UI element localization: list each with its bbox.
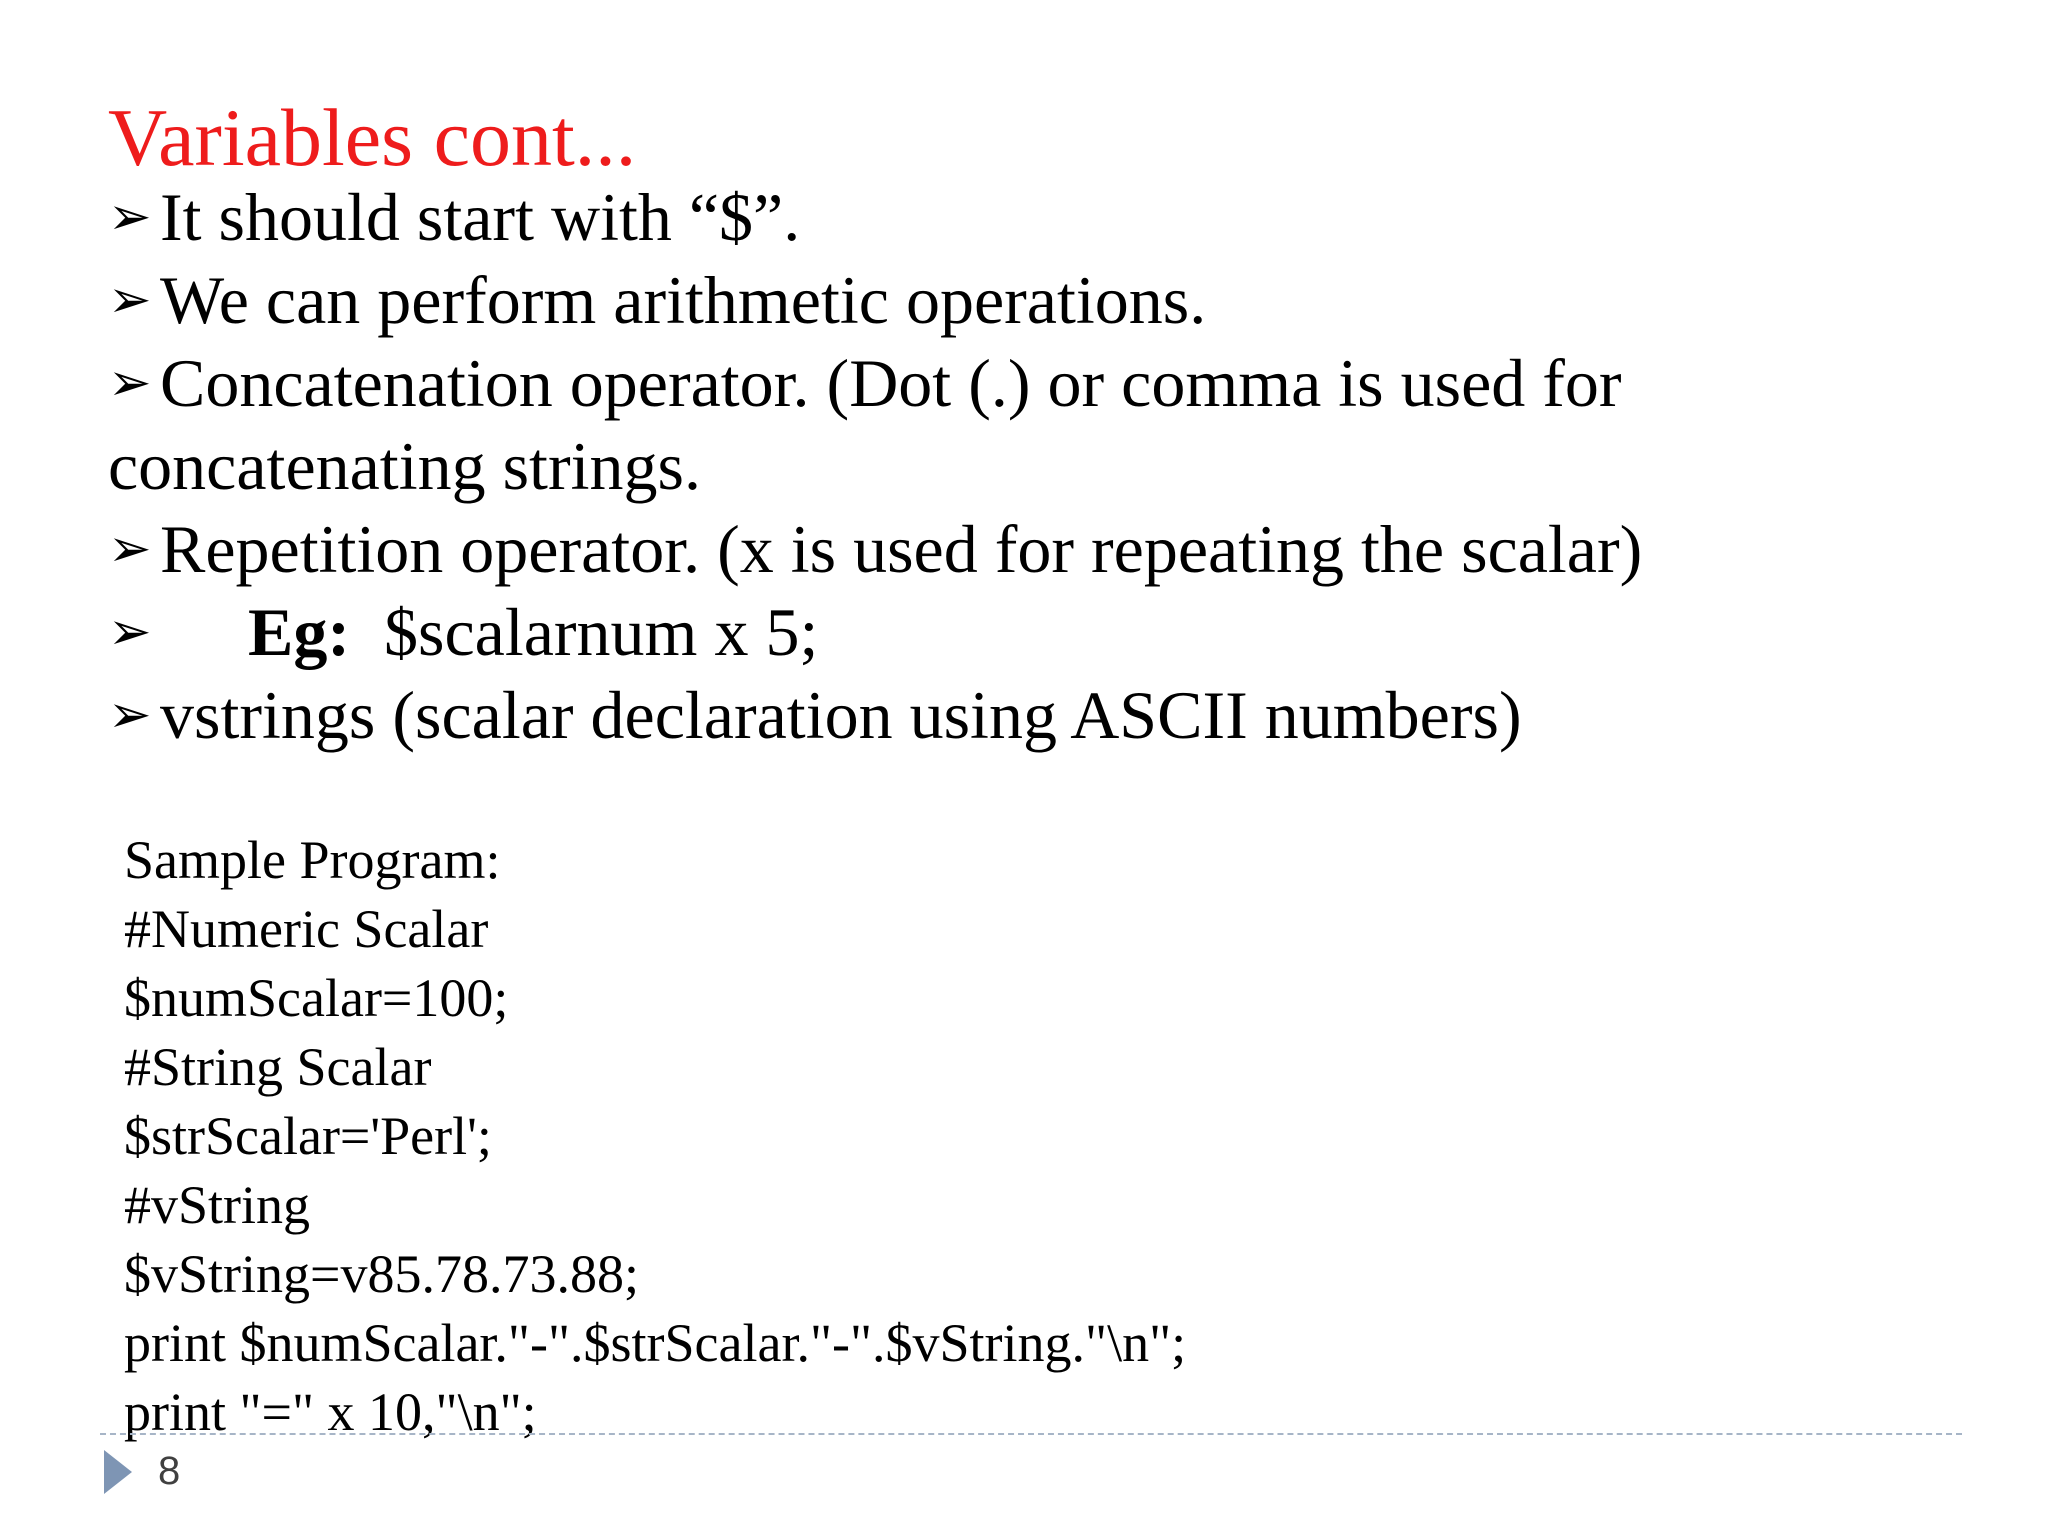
bullet-item — [108, 674, 2008, 757]
code-line: $vString=v85.78.73.88; — [124, 1244, 639, 1304]
bullet-item — [108, 176, 2008, 259]
bullet-list — [108, 176, 2008, 757]
bullet-continuation: concatenating strings. — [108, 428, 701, 504]
bullet-text: We can perform arithmetic operations. — [160, 262, 1207, 338]
sample-program — [124, 826, 1186, 1447]
code-line: print $numScalar."-".$strScalar."-".$vString."\n"; — [124, 1313, 1187, 1373]
bullet-item — [108, 508, 2008, 591]
arrowhead-bullet-icon: ➢ — [108, 187, 152, 247]
bullet-item-example — [108, 591, 2008, 674]
footer-divider — [100, 1433, 1962, 1435]
code-line: print "=" x 10,"\n"; — [124, 1382, 537, 1442]
example-text: $scalarnum x 5; — [384, 594, 819, 670]
bullet-text: It should start with “$”. — [160, 179, 801, 255]
arrowhead-bullet-icon: ➢ — [108, 602, 152, 662]
page-number: 8 — [158, 1449, 181, 1493]
arrowhead-bullet-icon: ➢ — [108, 519, 152, 579]
bullet-text: Repetition operator. (x is used for repeating the scalar) — [160, 511, 1643, 587]
code-line: #vString — [124, 1175, 311, 1235]
example-label: Eg: — [248, 594, 350, 670]
code-line: Sample Program: — [124, 830, 501, 890]
code-line: #String Scalar — [124, 1037, 432, 1097]
code-line: #Numeric Scalar — [124, 899, 489, 959]
bullet-item — [108, 342, 2008, 425]
bullet-text: Concatenation operator. (Dot (.) or comma is used for — [160, 345, 1622, 421]
slide-title: Variables cont... — [108, 92, 637, 183]
code-line: $strScalar='Perl'; — [124, 1106, 492, 1166]
arrowhead-bullet-icon: ➢ — [108, 270, 152, 330]
arrowhead-bullet-icon: ➢ — [108, 353, 152, 413]
bullet-item — [108, 259, 2008, 342]
arrowhead-bullet-icon: ➢ — [108, 685, 152, 745]
triangle-right-icon — [104, 1450, 132, 1494]
bullet-text: vstrings (scalar declaration using ASCII numbers) — [160, 677, 1522, 753]
code-line: $numScalar=100; — [124, 968, 509, 1028]
